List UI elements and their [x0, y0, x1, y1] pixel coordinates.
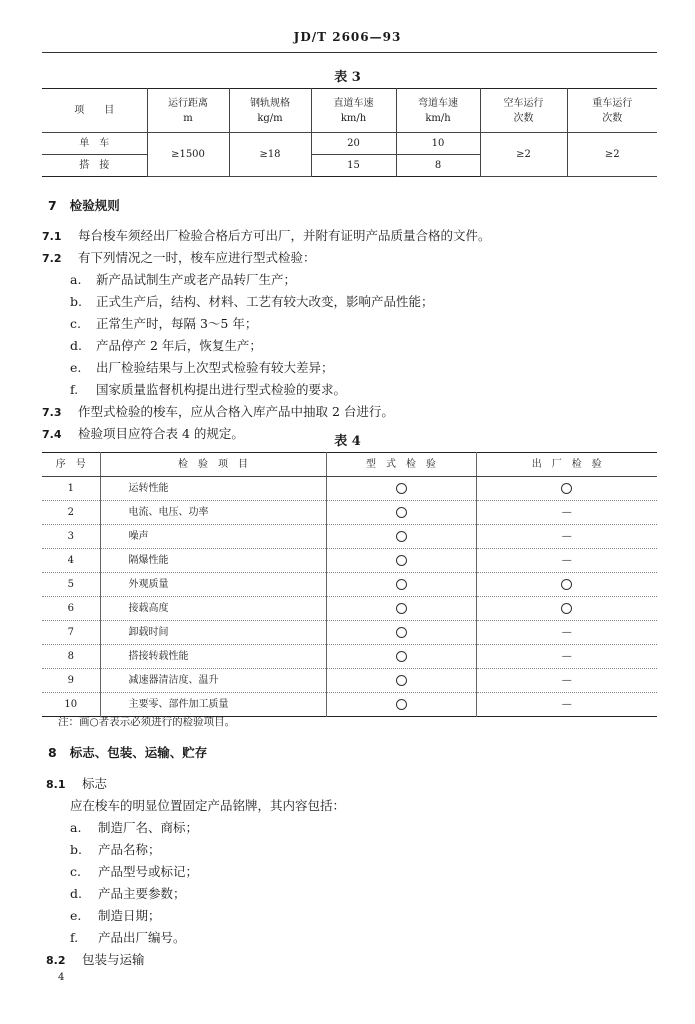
table3-header-row	[42, 89, 657, 133]
list-text: 产品停产 2 年后，恢复生产；	[96, 338, 262, 353]
table-row	[42, 501, 657, 525]
table4-cell-type-test	[326, 501, 476, 525]
table4-cell-seq: 5	[42, 573, 100, 597]
clause-8-2	[46, 950, 145, 971]
table-row	[42, 669, 657, 693]
list-label: a.	[70, 272, 82, 287]
clause-text: 作型式检验的梭车，应从合格入库产品中抽取 2 台进行。	[78, 404, 394, 419]
clause-8-1-intro: 应在梭车的明显位置固定产品铭牌，其内容包括：	[70, 798, 346, 813]
section-title: 检验规则	[69, 198, 120, 213]
section-number: 7	[48, 198, 57, 213]
clause-8-1	[46, 774, 107, 795]
table-row	[42, 477, 657, 501]
required-mark-icon	[396, 579, 407, 590]
table4-title: 表 4	[334, 434, 361, 449]
table4-cell-seq: 1	[42, 477, 100, 501]
table4-cell-seq: 8	[42, 645, 100, 669]
list-text: 产品型号或标记；	[98, 864, 199, 879]
table-row	[42, 693, 657, 717]
list-label: b.	[70, 294, 82, 309]
table4-cell-factory-test	[476, 477, 657, 501]
table3-cell-item: 搭 接	[42, 155, 147, 177]
table4-cell-factory-test	[476, 693, 657, 717]
table3-header-straight-speed: 直道车速 km/h	[311, 89, 396, 133]
list-item	[70, 818, 198, 838]
clause-number: 8.2	[46, 954, 66, 967]
required-mark-icon	[396, 627, 407, 638]
required-mark-icon	[396, 699, 407, 710]
table4-cell-type-test	[326, 669, 476, 693]
table4-cell-seq: 2	[42, 501, 100, 525]
list-item	[70, 906, 161, 926]
table3-cell-distance: ≥1500	[147, 133, 229, 177]
table4-cell-type-test	[326, 693, 476, 717]
list-text: 产品主要参数；	[98, 886, 186, 901]
table4-cell-type-test	[326, 525, 476, 549]
not-required-mark: —	[561, 507, 572, 518]
not-required-mark: —	[561, 627, 572, 638]
list-item	[70, 336, 262, 356]
table4-header-row	[42, 453, 657, 477]
list-text: 产品出厂编号。	[98, 930, 186, 945]
table4-cell-factory-test	[476, 621, 657, 645]
table3-cell-item: 单 车	[42, 133, 147, 155]
table4-note: 注：画○者表示必须进行的检验项目。	[58, 716, 236, 728]
list-label: c.	[70, 864, 81, 879]
list-text: 国家质量监督机构提出进行型式检验的要求。	[96, 382, 347, 397]
clause-7-3	[42, 402, 394, 423]
not-required-mark: —	[561, 555, 572, 566]
table3-header-loaded-runs: 重车运行 次数	[567, 89, 657, 133]
table4-cell-item: 卸载时间	[100, 621, 326, 645]
table3-header-distance: 运行距离 m	[147, 89, 229, 133]
table4-cell-factory-test	[476, 597, 657, 621]
table4-cell-type-test	[326, 549, 476, 573]
table3-header-curve-speed: 弯道车速 km/h	[396, 89, 480, 133]
clause-7-1	[42, 226, 491, 247]
table4-header-factory-test: 出 厂 检 验	[476, 453, 657, 477]
list-item	[70, 928, 186, 948]
required-mark-icon	[561, 603, 572, 614]
clause-number: 7.3	[42, 406, 62, 419]
table4-cell-type-test	[326, 621, 476, 645]
section7-heading	[48, 196, 120, 216]
list-text: 产品名称；	[98, 842, 161, 857]
required-mark-icon	[561, 483, 572, 494]
list-item	[70, 358, 334, 378]
table4-header-type-test: 型 式 检 验	[326, 453, 476, 477]
clause-number: 8.1	[46, 778, 66, 791]
table4-cell-seq: 10	[42, 693, 100, 717]
clause-number: 7.1	[42, 230, 62, 243]
list-label: d.	[70, 886, 82, 901]
table4-cell-factory-test	[476, 645, 657, 669]
list-text: 出厂检验结果与上次型式检验有较大差异；	[96, 360, 334, 375]
list-item	[70, 270, 296, 290]
required-mark-icon	[396, 507, 407, 518]
clause-text: 检验项目应符合表 4 的规定。	[78, 426, 244, 441]
table4-cell-factory-test	[476, 669, 657, 693]
table3	[42, 88, 657, 177]
table4-cell-factory-test	[476, 525, 657, 549]
required-mark-icon	[396, 675, 407, 686]
list-item	[70, 884, 186, 904]
list-label: f.	[70, 930, 79, 945]
table4-cell-type-test	[326, 573, 476, 597]
table-row	[42, 597, 657, 621]
page-number: 4	[58, 972, 65, 983]
header-rule	[42, 52, 657, 53]
standard-code: JD/T 2606—93	[293, 30, 402, 44]
required-mark-icon	[396, 531, 407, 542]
clause-number: 7.4	[42, 428, 62, 441]
table4	[42, 452, 657, 717]
list-item	[70, 840, 161, 860]
clause-title: 标志	[82, 776, 108, 791]
list-item	[70, 314, 257, 334]
list-text: 制造日期；	[98, 908, 161, 923]
list-item	[70, 380, 346, 400]
table4-cell-type-test	[326, 645, 476, 669]
clause-number: 7.2	[42, 252, 62, 265]
table-row	[42, 133, 657, 155]
table4-cell-item: 接载高度	[100, 597, 326, 621]
table4-header-seq: 序 号	[42, 453, 100, 477]
section8-heading	[48, 743, 207, 763]
table3-cell-empty-runs: ≥2	[480, 133, 567, 177]
list-label: a.	[70, 820, 82, 835]
not-required-mark: —	[561, 699, 572, 710]
table3-cell-straight-speed: 20	[311, 133, 396, 155]
list-label: f.	[70, 382, 79, 397]
table4-cell-type-test	[326, 597, 476, 621]
table4-cell-item: 外观质量	[100, 573, 326, 597]
list-label: d.	[70, 338, 82, 353]
table4-cell-seq: 7	[42, 621, 100, 645]
clause-7-2	[42, 248, 316, 269]
table4-cell-item: 隔爆性能	[100, 549, 326, 573]
required-mark-icon	[396, 483, 407, 494]
clause-text: 每台梭车须经出厂检验合格后方可出厂，并附有证明产品质量合格的文件。	[78, 228, 491, 243]
table4-cell-item: 搭接转载性能	[100, 645, 326, 669]
table-row	[42, 573, 657, 597]
table4-cell-item: 运转性能	[100, 477, 326, 501]
table-row	[42, 549, 657, 573]
table3-cell-curve-speed: 10	[396, 133, 480, 155]
table3-title: 表 3	[334, 70, 361, 85]
table4-header-item: 检 验 项 目	[100, 453, 326, 477]
table4-cell-item: 噪声	[100, 525, 326, 549]
table3-cell-loaded-runs: ≥2	[567, 133, 657, 177]
list-label: e.	[70, 908, 82, 923]
table-row	[42, 525, 657, 549]
table4-cell-item: 主要零、部件加工质量	[100, 693, 326, 717]
table4-cell-item: 电流、电压、功率	[100, 501, 326, 525]
list-label: e.	[70, 360, 82, 375]
section-number: 8	[48, 745, 57, 760]
table4-cell-factory-test	[476, 573, 657, 597]
list-text: 正式生产后，结构、材料、工艺有较大改变，影响产品性能；	[96, 294, 434, 309]
table4-cell-seq: 3	[42, 525, 100, 549]
list-label: b.	[70, 842, 82, 857]
table4-cell-seq: 9	[42, 669, 100, 693]
not-required-mark: —	[561, 531, 572, 542]
list-text: 制造厂名、商标；	[98, 820, 199, 835]
table4-cell-seq: 6	[42, 597, 100, 621]
table3-header-item: 项 目	[42, 89, 147, 133]
required-mark-icon	[396, 603, 407, 614]
table3-cell-rail: ≥18	[229, 133, 311, 177]
list-text: 新产品试制生产或老产品转厂生产；	[96, 272, 297, 287]
table3-header-empty-runs: 空车运行 次数	[480, 89, 567, 133]
table3-cell-straight-speed: 15	[311, 155, 396, 177]
required-mark-icon	[396, 651, 407, 662]
table3-cell-curve-speed: 8	[396, 155, 480, 177]
table-row	[42, 645, 657, 669]
table4-cell-item: 减速器清洁度、温升	[100, 669, 326, 693]
list-item	[70, 862, 198, 882]
table4-cell-type-test	[326, 477, 476, 501]
table4-cell-factory-test	[476, 549, 657, 573]
not-required-mark: —	[561, 651, 572, 662]
clause-title: 包装与运输	[82, 952, 145, 967]
table4-cell-factory-test	[476, 501, 657, 525]
required-mark-icon	[396, 555, 407, 566]
table4-cell-seq: 4	[42, 549, 100, 573]
list-item	[70, 292, 434, 312]
table3-header-rail: 钢轨规格 kg/m	[229, 89, 311, 133]
required-mark-icon	[561, 579, 572, 590]
list-label: c.	[70, 316, 81, 331]
list-text: 正常生产时，每隔 3～5 年；	[96, 316, 258, 331]
table-row	[42, 621, 657, 645]
clause-text: 有下列情况之一时，梭车应进行型式检验：	[78, 250, 316, 265]
not-required-mark: —	[561, 675, 572, 686]
section-title: 标志、包装、运输、贮存	[69, 745, 208, 760]
